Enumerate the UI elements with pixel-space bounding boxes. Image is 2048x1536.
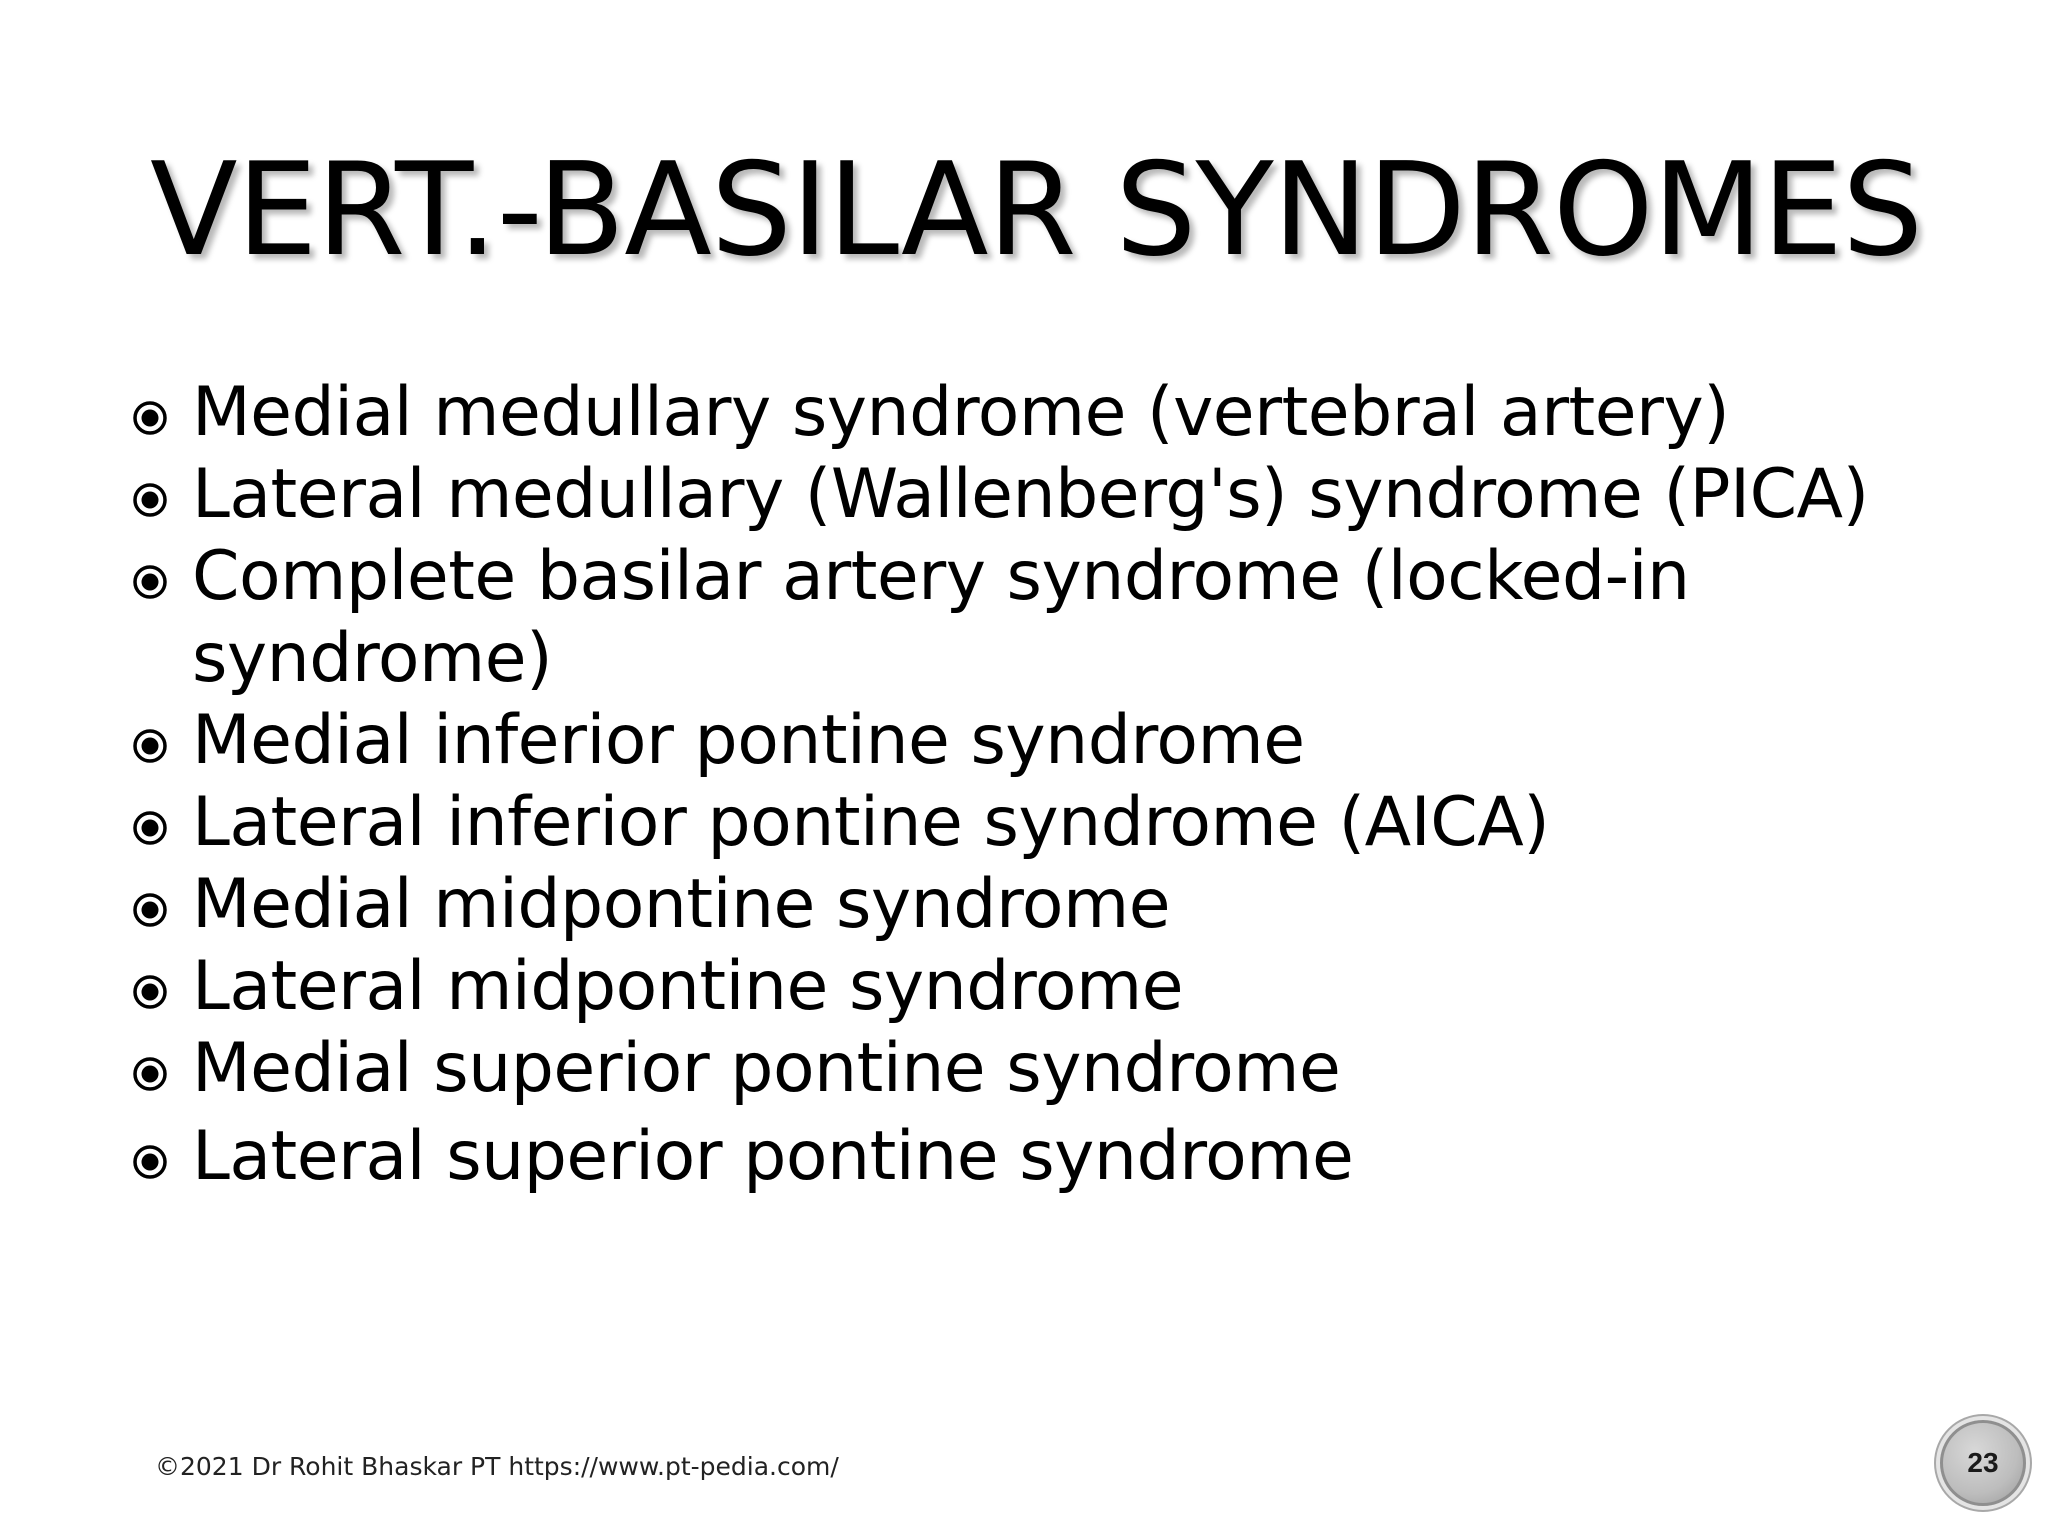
list-item-text: Medial midpontine syndrome: [192, 865, 1171, 944]
list-item: [128, 454, 1908, 536]
footer-credit: ©2021 Dr Rohit Bhaskar PT https://www.pt-pedia.com/: [155, 1452, 839, 1481]
list-item: [128, 946, 1908, 1028]
list-item-text: Lateral medullary (Wallenberg's) syndrome (PICA): [192, 455, 1869, 534]
list-item: [128, 372, 1908, 454]
circled-dot-bullet-icon: [132, 974, 168, 1010]
circled-dot-bullet-icon: [132, 810, 168, 846]
list-item-text: Lateral midpontine syndrome: [192, 947, 1184, 1026]
list-item: [128, 1028, 1908, 1110]
list-item-text: Lateral inferior pontine syndrome (AICA): [192, 783, 1550, 862]
list-item: [128, 782, 1908, 864]
circled-dot-bullet-icon: [132, 482, 168, 518]
circled-dot-bullet-icon: [132, 564, 168, 600]
circled-dot-bullet-icon: [132, 1144, 168, 1180]
circled-dot-bullet-icon: [132, 728, 168, 764]
list-item-text: Complete basilar artery syndrome (locked-in syndrome): [192, 537, 1690, 698]
list-item: [128, 864, 1908, 946]
page-number: 23: [1967, 1447, 1999, 1478]
circled-dot-bullet-icon: [132, 1056, 168, 1092]
list-item: [128, 536, 1908, 700]
list-item-text: Medial superior pontine syndrome: [192, 1029, 1341, 1108]
circled-dot-bullet-icon: [132, 892, 168, 928]
list-item-text: Medial medullary syndrome (vertebral artery): [192, 373, 1730, 452]
list-item: [128, 700, 1908, 782]
bullet-list: [128, 372, 1908, 1198]
list-item: [128, 1116, 1908, 1198]
page-number-badge: [1940, 1420, 2026, 1506]
list-item-text: Lateral superior pontine syndrome: [192, 1117, 1354, 1196]
slide-title: VERT.-BASILAR SYNDROMES: [150, 136, 1923, 285]
list-item-text: Medial inferior pontine syndrome: [192, 701, 1305, 780]
circled-dot-bullet-icon: [132, 400, 168, 436]
